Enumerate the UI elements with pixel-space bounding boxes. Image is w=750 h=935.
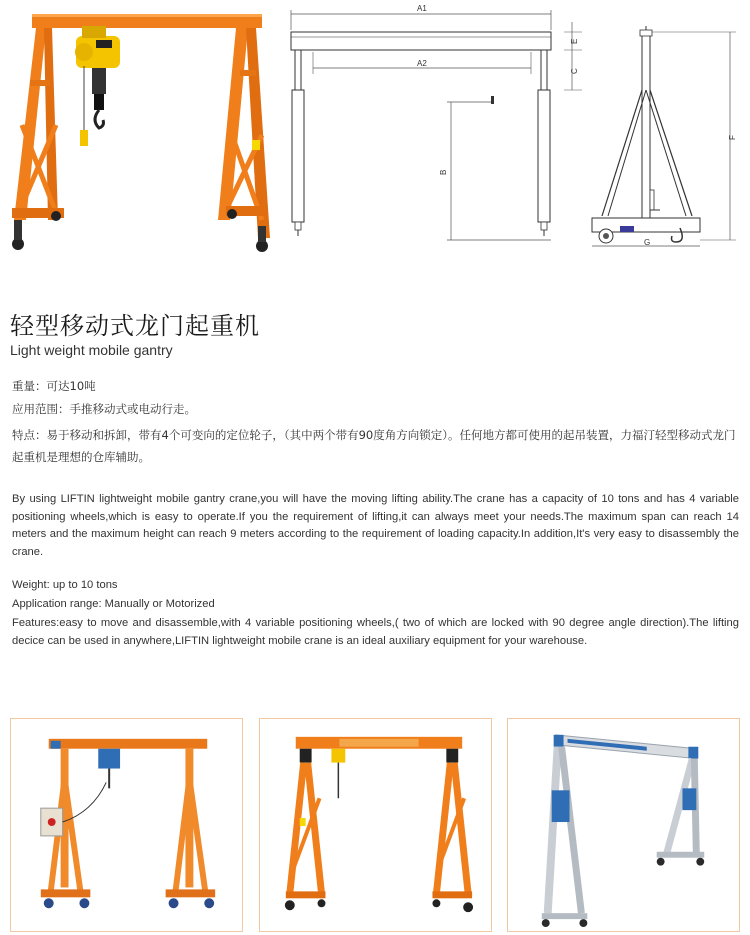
dimension-c-label: C (570, 68, 579, 74)
product-photo-1 (10, 718, 243, 932)
aluminum-gantry-illustration (508, 719, 739, 931)
front-view-dimension-diagram (283, 0, 558, 250)
dimension-a2-label: A2 (417, 59, 427, 68)
dimension-e-label: E (570, 38, 579, 44)
side-view-drawing (560, 0, 750, 250)
product-title-cn: 轻型移动式龙门起重机 (10, 312, 260, 340)
dimension-f-label: F (728, 135, 737, 140)
spec-range-en: Application range: Manually or Motorized (12, 598, 215, 610)
orange-manual-gantry-illustration (260, 719, 491, 931)
spec-features-en: Features:easy to move and disassemble,with 4 variable positioning wheels,( two of which are locked with 90 degree angle direction).The lifting decice can be used in anywhere,LIFTIN lightweight mobile crane is an ideal auxiliary equipment for your warehouse. (12, 617, 739, 647)
spec-weight-en: Weight: up to 10 tons (12, 579, 118, 591)
spec-range-cn: 应用范围：手推移动式或电动行走。 (12, 402, 196, 416)
hero-crane-photo (0, 0, 282, 262)
front-view-drawing (283, 0, 558, 250)
dimension-a1-label: A1 (417, 4, 427, 13)
product-photo-3 (507, 718, 740, 932)
product-photo-2 (259, 718, 492, 932)
dimension-b-label: B (439, 169, 448, 175)
orange-gantry-crane-illustration (0, 0, 282, 262)
side-view-dimension-diagram (560, 0, 750, 250)
orange-motorized-gantry-illustration (11, 719, 242, 931)
dimension-g-label: G (644, 238, 651, 247)
spec-features-cn: 特点：易于移动和拆卸，带有4个可变向的定位轮子，（其中两个带有90度角方向锁定）。任何地方都可使用的起吊装置，力福汀轻型移动式龙门起重机是理想的仓库辅助。 (12, 428, 736, 464)
spec-weight-cn: 重量：可达10吨 (12, 379, 96, 393)
product-title-en: Light weight mobile gantry (10, 342, 173, 358)
intro-paragraph-en: By using LIFTIN lightweight mobile gantry crane,you will have the moving lifting ability.The crane has a capacity of 10 tons and has 4 variable positioning wheels,which is easy to operate.If you the requirement of lifting,it can always meet your needs.The maximum span can reach 14 meters and the maximum height can reach 9 meters according to the requirement of loading capacity.In addition,It's very easy to disassembly the crane. (12, 493, 739, 558)
